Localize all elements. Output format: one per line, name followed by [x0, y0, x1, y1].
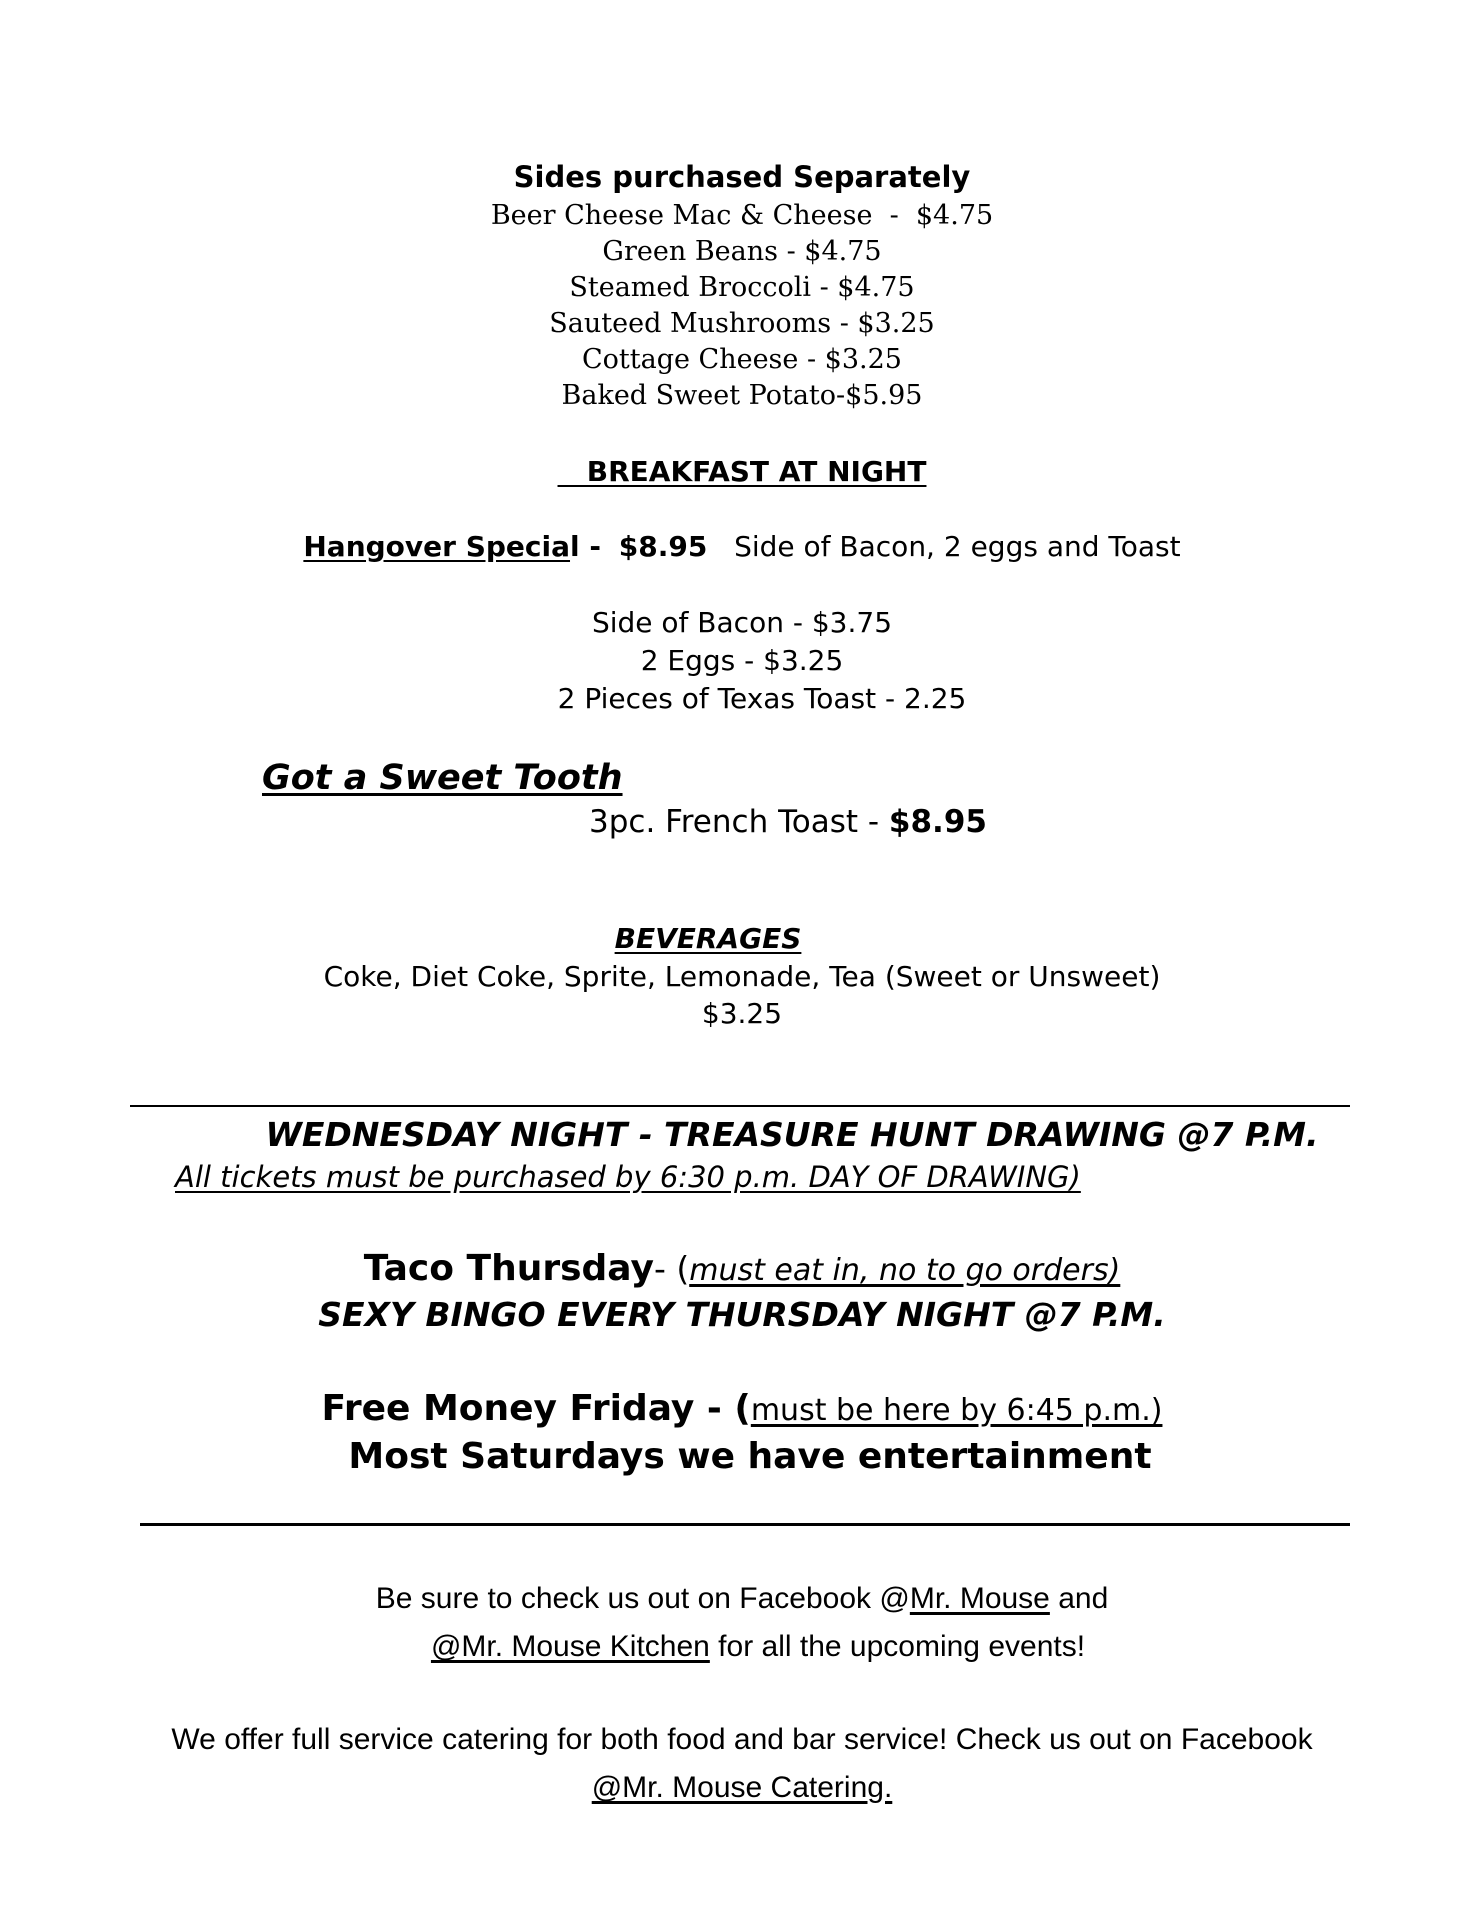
french-toast-label: 3pc. French Toast - [589, 804, 889, 840]
facebook-link-mr-mouse-kitchen[interactable]: @Mr. Mouse Kitchen [430, 1630, 710, 1663]
hangover-special-desc: Side of Bacon, 2 eggs and Toast [734, 530, 1181, 563]
facebook-text: Be sure to check us out on Facebook @ [375, 1582, 910, 1615]
beverages-title: BEVERAGES [614, 922, 802, 955]
side-item: Green Beans - $4.75 [602, 236, 882, 267]
hangover-special-name: Hangover Specia [303, 530, 571, 563]
breakfast-item: 2 Pieces of Texas Toast - 2.25 [557, 682, 967, 715]
facebook-text: and [1049, 1582, 1109, 1615]
side-item: Sauteed Mushrooms - $3.25 [549, 308, 935, 339]
facebook-link-mr-mouse-catering[interactable]: @Mr. Mouse Catering. [591, 1771, 893, 1804]
side-item: Steamed Broccoli - $4.75 [569, 272, 915, 303]
beverages-price: $3.25 [701, 997, 783, 1030]
wednesday-event: WEDNESDAY NIGHT - TREASURE HUNT DRAWING @7 P.M. [265, 1115, 1319, 1154]
sweet-tooth-title: Got a Sweet Tooth [262, 758, 623, 798]
wednesday-note: All tickets must be purchased by 6:30 p.m. DAY OF DRAWING) [175, 1160, 1081, 1194]
bingo-event: SEXY BINGO EVERY THURSDAY NIGHT @7 P.M. [318, 1295, 1166, 1334]
side-item: Baked Sweet Potato-$5.95 [561, 380, 923, 411]
breakfast-item: 2 Eggs - $3.25 [640, 644, 844, 677]
free-money-friday-line [0, 1388, 1484, 1429]
taco-thursday-line [0, 1248, 1484, 1289]
side-item: Cottage Cheese - $3.25 [582, 344, 902, 375]
facebook-line-1 [0, 1582, 1484, 1616]
facebook-line-2 [16, 1630, 1484, 1664]
taco-thursday-note: must eat in, no to go orders) [689, 1253, 1121, 1288]
breakfast-item: Side of Bacon - $3.75 [591, 606, 893, 639]
taco-thursday-title: Taco Thursday [363, 1248, 654, 1289]
hangover-special-price: $8.95 [618, 530, 708, 563]
breakfast-title: BREAKFAST AT NIGHT [557, 455, 927, 488]
catering-line: We offer full service catering for both food and bar service! Check us out on Facebook [171, 1723, 1313, 1756]
saturday-entertainment: Most Saturdays we have entertainment [348, 1436, 1152, 1477]
side-item: Beer Cheese Mac & Cheese - $4.75 [490, 200, 994, 231]
french-toast-price: $8.95 [888, 804, 987, 840]
facebook-link-mr-mouse[interactable]: Mr. Mouse [909, 1582, 1050, 1615]
sides-title: Sides purchased Separately [513, 160, 971, 194]
beverages-list: Coke, Diet Coke, Sprite, Lemonade, Tea (Sweet or Unsweet) [323, 960, 1161, 993]
sweet-tooth-item [46, 804, 1484, 840]
catering-link-line [0, 1771, 1484, 1805]
facebook-text: for all the upcoming events! [709, 1630, 1086, 1663]
hangover-special-name-tail: l - [570, 530, 601, 563]
hangover-special-line [0, 530, 1484, 563]
free-money-friday-title: Free Money Friday - ( [321, 1388, 751, 1429]
free-money-friday-note: must be here by 6:45 p.m.) [750, 1393, 1163, 1428]
taco-thursday-sep: - ( [653, 1249, 690, 1288]
divider-line [130, 1105, 1350, 1107]
divider-line [140, 1523, 1350, 1526]
